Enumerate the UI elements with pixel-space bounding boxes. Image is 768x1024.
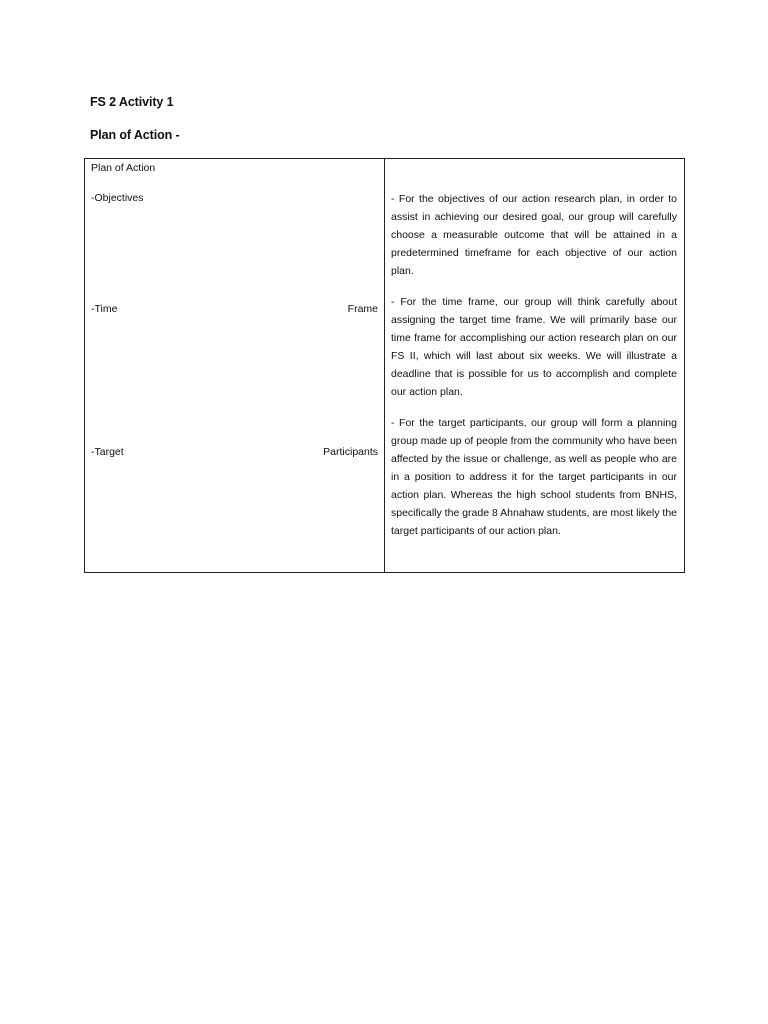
- plan-of-action-table: [84, 158, 685, 573]
- row-label-frame: Frame: [347, 303, 378, 315]
- activity-title: FS 2 Activity 1: [90, 95, 174, 109]
- row-label-objectives: -Objectives: [91, 192, 144, 204]
- row-label-target: -Target: [91, 446, 124, 458]
- section-title: Plan of Action -: [90, 128, 180, 142]
- target-participants-description: - For the target participants, our group will form a planning group made up of people from the community who have been affected by the issue or challenge, as well as people who are in a position to address it for the target participants in our action plan. Whereas the high school students from BNHS, specifically the grade 8 Ahnahaw students, are most likely the target participants of our action plan.: [391, 417, 678, 537]
- row-label-time: -Time: [91, 303, 118, 315]
- time-frame-description: - For the time frame, our group will think carefully about assigning the target time frame. We will primarily base our time frame for accomplishing our action research plan on our FS II, which will last about six weeks. We will illustrate a deadline that is possible for us to accomplish and complete our action plan.: [391, 296, 677, 398]
- row-label-participants: Participants: [323, 446, 378, 458]
- table-header-label: Plan of Action: [91, 162, 156, 174]
- objectives-description: - For the objectives of our action research plan, in order to assist in achieving our desired goal, our group will carefully choose a measurable outcome that will be attained in a predetermined timeframe for each objective of our action plan.: [391, 193, 677, 277]
- column-divider: [384, 159, 385, 572]
